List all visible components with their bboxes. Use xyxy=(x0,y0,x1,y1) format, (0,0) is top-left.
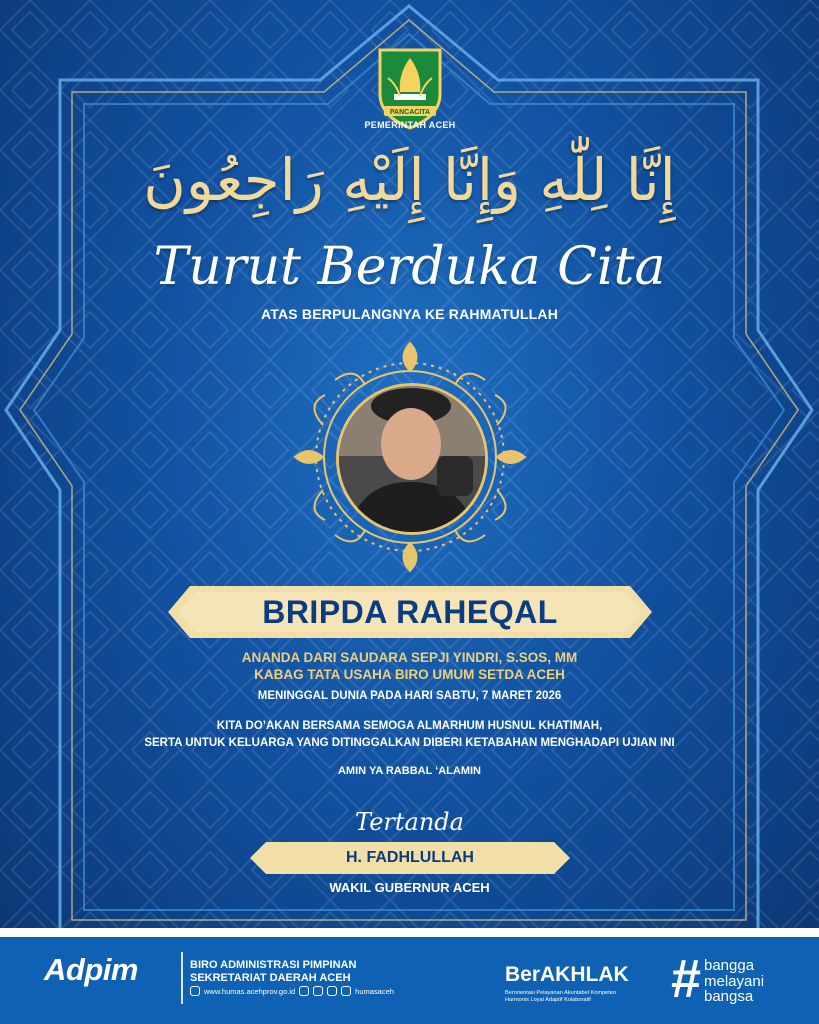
globe-icon xyxy=(190,986,200,996)
instagram-icon[interactable] xyxy=(313,986,323,996)
prayer-line-2: SERTA UNTUK KELUARGA YANG DITINGGALKAN DIBERI KETABAHAN MENGHADAPI UJIAN INI xyxy=(144,737,675,749)
signer-title: WAKIL GUBERNUR ACEH xyxy=(329,880,490,895)
berakhlak-sub-1: Berorientasi Pelayanan Akuntabel Kompeten xyxy=(505,990,617,996)
prayer-line-1: KITA DO’AKAN BERSAMA SEMOGA ALMARHUM HUSNUL KHATIMAH, xyxy=(216,720,603,732)
hashtag-icon: # xyxy=(671,949,702,1009)
arabic-calligraphy: إِنَّا لِلّٰهِ وَإِنَّا إِلَيْهِ رَاجِعُونَ xyxy=(143,146,676,214)
facebook-icon[interactable] xyxy=(327,986,337,996)
footer-divider xyxy=(181,952,183,1004)
death-date: MENINGGAL DUNIA PADA HARI SABTU, 7 MARET 2026 xyxy=(257,690,562,702)
signer-name: H. FADHLULLAH xyxy=(346,849,474,866)
biro-line-2: SEKRETARIAT DAERAH ACEH xyxy=(190,972,351,984)
parent-line-2: KABAG TATA USAHA BIRO UMUM SETDA ACEH xyxy=(254,667,565,682)
adpim-logo: Adpim xyxy=(44,952,138,987)
youtube-icon[interactable] xyxy=(299,986,309,996)
subtitle: ATAS BERPULANGNYA KE RAHMATULLAH xyxy=(260,306,559,322)
logo-badge-text: PANCACITA xyxy=(389,109,431,116)
deceased-photo xyxy=(336,383,488,535)
bangga-line-3: bangsa xyxy=(704,988,754,1005)
logo-caption: PEMERINTAH ACEH xyxy=(364,120,456,130)
signed-label: Tertanda xyxy=(355,808,464,836)
bangga-melayani-bangsa xyxy=(704,958,764,1005)
amin-text: AMIN YA RABBAL ‘ALAMIN xyxy=(337,765,481,777)
berakhlak-tagline xyxy=(505,990,655,1004)
bangga-line-2: melayani xyxy=(704,972,765,990)
deceased-name: BRIPDA RAHEQAL xyxy=(262,594,558,630)
bangga-line-1: bangga xyxy=(704,957,755,974)
website-row xyxy=(190,986,394,996)
biro-line-1: BIRO ADMINISTRASI PIMPINAN xyxy=(190,959,357,971)
berakhlak-sub-2: Harmonis Loyal Adaptif Kolaboratif xyxy=(505,997,591,1003)
berakhlak-logo: BerAKHLAK xyxy=(505,963,629,986)
website-link[interactable]: www.humas.acehprov.go.id xyxy=(204,986,296,996)
biro-text xyxy=(190,959,356,985)
x-icon[interactable] xyxy=(341,986,351,996)
page-title: Turut Berduka Cita xyxy=(153,237,666,297)
parent-line-1: ANANDA DARI SAUDARA SEPJI YINDRI, S.SOS, MM xyxy=(241,650,578,665)
social-handle: humasaceh xyxy=(355,986,394,996)
